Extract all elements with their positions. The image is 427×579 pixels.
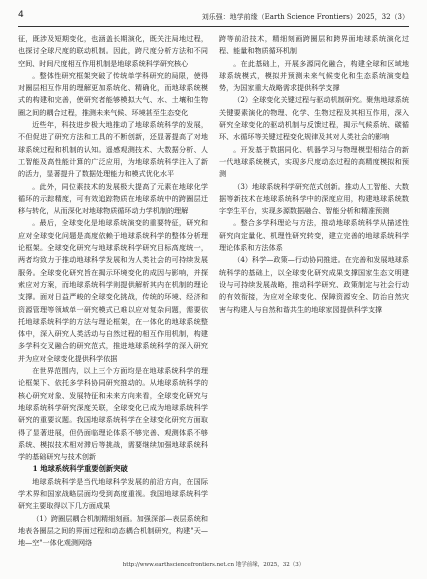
paragraph: 。开发基于数据同化、机器学习与物理模型相结合的新一代地球系统模式，实现多尺度动态过程的高精度模拟和预测: [219, 144, 409, 179]
paragraph: 。最后，全球变化是地球系统演变的重要特征，研究和应对全球变化问题是高度依赖于地球系统科学的整体分析理论框架。全球变化研究与地球系统科学研究目标高度统一，两者均致力于推动地球科学发展和为人类社会的可持续发展服务。全球变化研究旨在揭示环境变化的成因与影响，并探索应对方案，而地球系统科学则提供解析其内在机制的理论支撑。面对日益严峻的全球变化挑战，传统的环境、经济和资源管理等领域单一研究模式已难以应对复杂问题，需要依托地球系统科学的方法与理论框架，在一体化的地球系统整体中，深入研究人类活动与自然过程的相互作用机制，构建多学科交叉融合的研究范式，推进地球系统科学的深入研究并为应对全球变化提供科学依据: [18, 218, 208, 363]
paragraph: 。此外，同位素技术的发展极大提高了元素在地球化学循环的示踪精度，可有效追踪物质在地球系统中的跨圈层迁移与转化，从而深化对地球物质循环动力学机制的理解: [18, 181, 208, 216]
page-number: 4: [18, 10, 24, 20]
paragraph: 征，既涉及短期变化，也涵盖长期演化，既关注局地过程，也探讨全球尺度的联动机制。因此，跨尺度分析方法和不同空间、时间尺度相互作用机制是地球系统科学研究核心: [18, 34, 208, 68]
paragraph: （1）跨圈层耦合机制精细刻画。加强深部—表层系统和地表各圈层之间的界面过程和动态耦合机制研究，构建"天—地—空"一体化观测网络: [18, 513, 208, 548]
paragraph: 跨等前沿技术，精细刻画跨圈层和跨界面地球系统演化过程、能量和物质循环机制: [219, 34, 409, 56]
section-heading: 1 地球系统科学重要创新突破: [32, 464, 128, 474]
paragraph: 。在此基础上，开展多源同化融合，构建全球和区域地球系统模式，模拟并预测未来气候变化和生态系统演变趋势，为国家重大战略需求提供科学支撑: [219, 58, 409, 93]
page-footer: http://www.earthsciencefrontiers.net.cn 地学前缘，2025，32（3）: [122, 562, 305, 568]
running-head-text: 刘乐强：地学前缘（Earth Science Frontiers）2025，32（3）: [201, 13, 409, 21]
paragraph: 地球系统科学是当代地球科学发展的前沿方向，在国际学术界和国家战略层面均受到高度重视。我国地球系统科学研究主要取得以下几方面成果: [18, 476, 208, 511]
running-header: [18, 8, 409, 27]
paragraph: 在世界范围内，以上三个方面均是在地球系统科学的理论框架下、依托多学科协同研究推动的。从地球系统科学的核心研究对象、发展特征和未来方向来看，全球变化研究与地球系统科学研究深度关联，全球变化已成为地球系统科学研究的重要议题。我国地球系统科学在全球变化研究方面取得了显著进展，但仍面临理论体系不够完善、观测体系不够系统、模拟技术相对滞后等挑战，需要继续加强地球系统科学的基础研究与技术创新: [18, 366, 208, 462]
paragraph: 。整合多学科理论与方法，推动地球系统科学从描述性研究向定量化、机理性研究转变，建立完善的地球系统科学理论体系和方法体系: [219, 218, 409, 253]
left-column: [18, 33, 208, 553]
paragraph: （3）地球系统科学研究范式创新。推动人工智能、大数据等新技术在地球系统科学中的深度应用，构建地球系统数字孪生平台，实现多源数据融合、智能分析和精准预测: [219, 181, 409, 216]
paragraph: （2）全球变化关键过程与驱动机制研究。聚焦地球系统关键要素演化的物理、化学、生物过程及其相互作用，深入研究全球变化的驱动机制与反馈过程，揭示气候系统、碳循环、水循环等关键过程变化规律及其对人类社会的影响: [219, 95, 409, 142]
paragraph: 。整体性研究框架突破了传统单学科研究的局限，使得对圈层相互作用的理解更加系统化、精确化，而地球系统模式的构建和完善，使研究者能够模拟大气、水、土壤和生物圈之间的耦合过程，推测未来气候、环境甚至生态变化: [18, 70, 208, 117]
right-column: [219, 33, 409, 553]
paragraph: 近些年，科技进步极大地推动了地球系统科学的发展，不但促进了研究方法和工具的不断创新，还显著提高了对地球系统过程和机制的认知。遥感观测技术、大数据分析、人工智能及高性能计算的广泛应用，为地球系统科学注入了新的活力，显著提升了数据处理能力和模式优化水平: [18, 120, 208, 179]
paragraph: （4）科学—政策—行动协同推进。在完善和发展地球系统科学的基础上，以全球变化研究成果支撑国家生态文明建设与可持续发展战略，推动科学研究、政策制定与社会行动的有效衔接，为应对全球变化、保障资源安全、防治自然灾害与构建人与自然和谐共生的地球家园提供科学支撑: [219, 255, 409, 314]
